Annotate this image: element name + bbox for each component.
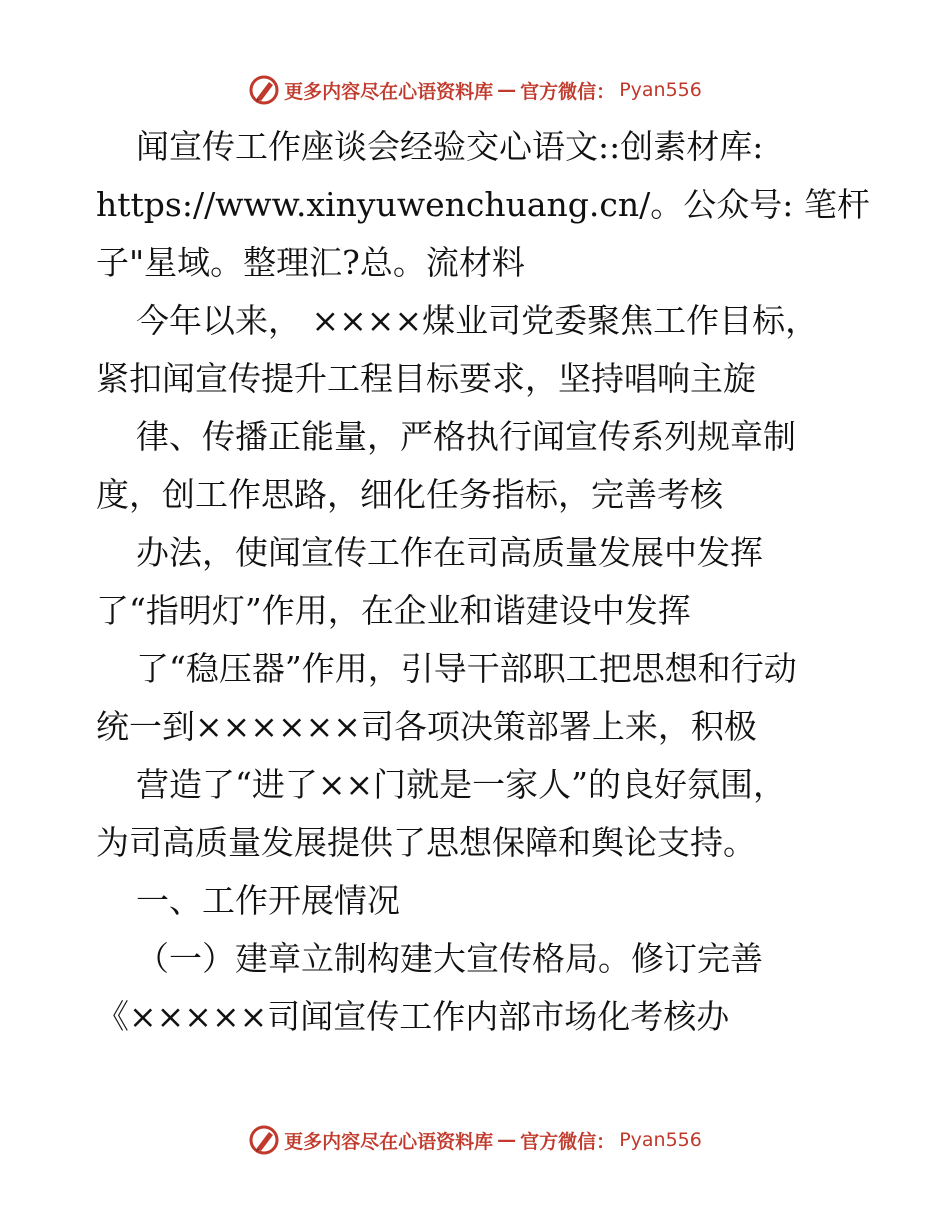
text-line: 今年以来， ××××煤业司党委聚焦工作目标，: [136, 301, 819, 340]
header-separator: —: [497, 79, 517, 101]
footer-brand-text: 更多内容尽在心语资料库: [284, 1130, 494, 1153]
footer-wechat-id: Pyan556: [619, 1129, 702, 1151]
footer-banner: [0, 1120, 950, 1160]
footer-separator: —: [497, 1129, 517, 1151]
text-line: 闻宣传工作座谈会经验交心语文::创素材库:: [136, 127, 764, 166]
pen-logo-icon: [248, 1124, 280, 1156]
text-line: 为司高质量发展提供了思想保障和舆论支持。: [96, 823, 756, 862]
text-line: 了“稳压器”作用，引导干部职工把思想和行动: [136, 649, 797, 688]
pen-logo-icon: [248, 74, 280, 106]
footer-wechat-label: 官方微信：: [520, 1130, 616, 1153]
text-line: 统一到××××××司各项决策部署上来，积极: [96, 707, 757, 746]
text-line: 律、传播正能量，严格执行闻宣传系列规章制: [136, 417, 796, 456]
header-banner: [0, 70, 950, 110]
text-line: 了“指明灯”作用，在企业和谐建设中发挥: [96, 591, 691, 630]
header-brand-text: 更多内容尽在心语资料库: [284, 80, 494, 103]
text-line: 营造了“进了××门就是一家人”的良好氛围，: [136, 765, 787, 804]
header-wechat-id: Pyan556: [619, 79, 702, 101]
text-line: 子"星域。整理汇?总。流材料: [96, 243, 525, 282]
section-heading: 一、工作开展情况: [136, 881, 400, 920]
text-line: 办法，使闻宣传工作在司高质量发展中发挥: [136, 533, 763, 572]
text-line: 紧扣闻宣传提升工程目标要求，坚持唱响主旋: [96, 359, 756, 398]
text-line: 《×××××司闻宣传工作内部市场化考核办: [96, 997, 730, 1036]
text-line: （一）建章立制构建大宣传格局。修订完善: [136, 939, 763, 978]
text-line: 度，创工作思路，细化任务指标，完善考核: [96, 475, 723, 514]
header-wechat-label: 官方微信：: [520, 80, 616, 103]
text-line: https://www.xinyuwenchuang.cn/。公众号: 笔杆: [96, 185, 870, 224]
